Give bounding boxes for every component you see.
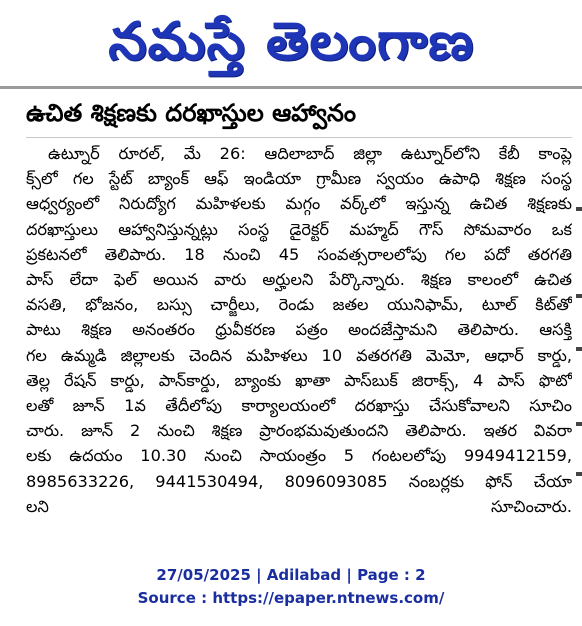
edge-fragment (576, 422, 582, 426)
article-headline: ఉచిత శిక్షణకు దరఖాస్తుల ఆహ్వానం (26, 99, 357, 127)
article-line: లకు ఉదయం 10.30 నుంచి సాయంత్రం 5 గంటలలోపు 9949412159, (26, 446, 572, 466)
article-line: లని సూచించారు. (26, 496, 572, 516)
headline-divider (26, 137, 572, 138)
article-line: తెల్ల రేషన్ కార్డు, పాన్‌కార్డు, బ్యాంకు ఖాతా పాస్‌బుక్ జిరాక్స్, 4 పాస్ ఫొటో (26, 370, 572, 390)
edge-fragment (576, 347, 582, 351)
edition-info: 27/05/2025 | Adilabad | Page : 2 (156, 566, 426, 584)
edge-fragment (576, 472, 582, 476)
article-line: గల ఉమ్మడి జిల్లాలకు చెందిన మహిళలు 10 వతరగతి మెమో, ఆధార్ కార్డు, (26, 345, 572, 365)
article-line: లతో జూన్ 1వ తేదీలోపు కార్యాలయంలో దరఖాస్తు చేసుకోవాలని సూచిం (26, 396, 572, 416)
masthead (0, 0, 582, 86)
article-line: 8985633226, 9441530494, 8096093085 నంబర్లకు ఫోన్ చేయా (26, 471, 572, 491)
article-line: పాస్ లేదా ఫెల్ అయిన వారు అర్హులని పేర్కొన్నారు. శిక్షణ కాలంలో ఉచిత (26, 270, 572, 290)
masthead-title: నమస్తే తెలంగాణ (107, 12, 475, 72)
article-line: ఉట్నూర్ రూరల్, మే 26: ఆదిలాబాద్ జిల్లా ఉట్నూర్‌లోని కేబీ కాంప్లె (48, 144, 572, 163)
article-line: ప్రకటనలో తెలిపారు. 18 నుంచి 45 సంవత్సరాలలోపు గల పదో తరగతి (26, 244, 572, 264)
article-line: పాటు శిక్షణ అనంతరం ధ్రువీకరణ పత్రం అందజేస్తామని తెలిపారు. ఆసక్తి (26, 320, 572, 340)
article-line: క్స్‌లో గల స్టేట్ బ్యాంక్ ఆఫ్ ఇండియా గ్రామీణ స్వయం ఉపాధి శిక్షణ సంస్థ (26, 169, 572, 189)
adjacent-column-edge (572, 89, 582, 556)
edge-fragment (576, 294, 582, 298)
article-line: దరఖాస్తులు ఆహ్వానిస్తున్నట్లు సంస్థ డైరెక్టర్ మహ్మద్ గౌస్ సోమవారం ఒక (26, 219, 572, 239)
masthead-divider (0, 86, 582, 89)
source-link[interactable]: Source : https://epaper.ntnews.com/ (137, 589, 445, 607)
edge-fragment (576, 207, 582, 211)
article-line: ఆధ్వర్యంలో నిరుద్యోగ మహిళలకు మగ్గం వర్క్‌లో ఇస్తున్న ఉచిత శిక్షణకు (26, 194, 572, 214)
article-line: వసతి, భోజనం, బస్సు చార్జీలు, రెండు జతల యునిఫామ్, టూల్ కిట్‌తో (26, 295, 572, 315)
article-line: చారు. జూన్ 2 నుంచి శిక్షణ ప్రారంభమవుతుందని తెలిపారు. ఇతర వివరా (26, 421, 572, 441)
article-body (26, 141, 572, 519)
